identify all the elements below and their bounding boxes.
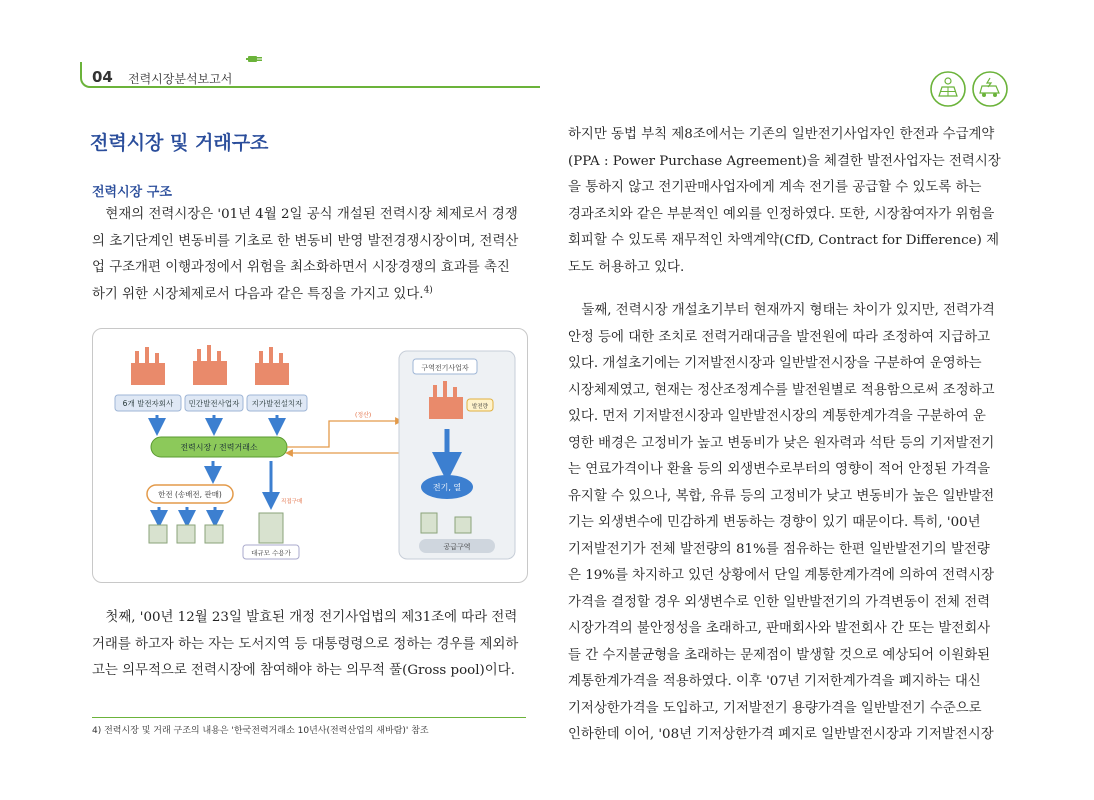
gen-label-1: 6개 발전자회사 — [122, 399, 174, 408]
gen-label-3: 지가발전설치자 — [251, 399, 303, 408]
market-structure-diagram — [93, 329, 529, 584]
building-icon — [177, 525, 195, 543]
settlement-label: (정산) — [355, 412, 372, 419]
text-line: 현재의 전력시장은 '01년 4월 2일 공식 개설된 전력시장 체제로서 경쟁 — [92, 207, 518, 222]
solar-panel-icon — [931, 72, 965, 106]
plug-icon — [246, 52, 266, 66]
report-title: 전력시장분석보고서 — [128, 72, 233, 86]
text-line: 계통한계가격을 적용하였다. 이후 '07년 기저한계가격을 폐지하는 대신 — [568, 674, 981, 689]
building-icon — [259, 513, 283, 543]
text-line: 기저상한가격을 도입하고, 기저발전기 용량가격을 일반발전기 수준으로 — [568, 700, 982, 716]
text-line: 시장가격의 불안정성을 초래하고, 판매회사와 발전회사 간 또는 발전회사 — [568, 621, 991, 636]
supply-area-label: 공급구역 — [443, 543, 471, 551]
power-plant-icon — [131, 347, 165, 385]
text-line-content: 하기 위한 시장체제로서 다음과 같은 특징을 가지고 있다. — [92, 286, 424, 302]
text-line: 하지만 동법 부칙 제8조에서는 기존의 일반전기사업자인 한전과 수급계약 — [568, 127, 995, 142]
section-title: 전력시장 및 거래구조 — [90, 132, 269, 154]
left-paragraph-1 — [92, 202, 528, 308]
right-paragraph-1 — [568, 122, 1004, 281]
text-line: 첫째, '00년 12월 23일 발효된 개정 전기사업법의 제31조에 따라 전력 — [92, 610, 518, 625]
text-line: 인하한데 이어, '08년 기저상한가격 폐지로 일반발전시장과 기저발전시장 — [568, 727, 994, 742]
area-gen-label: 구역전기사업자 — [421, 364, 469, 372]
header-icons — [930, 69, 1010, 109]
building-icon — [455, 517, 471, 533]
power-plant-icon — [255, 347, 289, 385]
text-line: 을 통하지 않고 전기판매사업자에게 계속 전기를 공급할 수 있도록 하는 — [568, 180, 982, 195]
right-paragraph-2 — [568, 298, 1004, 749]
gen-label-2: 민간발전사업자 — [188, 399, 240, 408]
page-number: 04 — [92, 68, 113, 86]
text-line: 있다. 개설초기에는 기저발전시장과 일반발전시장을 구분하여 운영하는 — [568, 356, 982, 371]
building-icon — [205, 525, 223, 543]
text-line — [92, 282, 528, 309]
settlement-line — [287, 421, 399, 447]
text-line: 거래를 하고자 하는 자는 도서지역 등 대통령령으로 정하는 경우를 제외하 — [92, 636, 519, 652]
market-structure-figure — [92, 328, 528, 583]
text-line: 는 연료가격이나 환율 등의 외생변수로부터의 영향이 적어 안정된 가격을 — [568, 462, 991, 477]
footnote-rule — [92, 717, 526, 718]
output-label: 발전량 — [472, 404, 488, 410]
customers-label: 대규모 수용가 — [251, 549, 291, 557]
left-paragraph-2 — [92, 605, 528, 685]
text-line: 경과조치와 같은 부분적인 예외를 인정하였다. 또한, 시장참여자가 위험을 — [568, 206, 995, 222]
footnote: 4) 전력시장 및 거래 구조의 내용은 '한국전력거래소 10년사(전력산업의 새바람)' 참조 — [92, 726, 429, 736]
text-line: 은 19%를 차지하고 있던 상황에서 단일 계통한계가격에 의하여 전력시장 — [568, 568, 995, 583]
direct-purchase-label: 직접구매 — [281, 499, 303, 505]
kepco-label: 한전 (송배전, 판매) — [158, 490, 222, 499]
electric-car-icon — [973, 72, 1007, 106]
text-line: 고는 의무적으로 전력시장에 참여해야 하는 의무적 풀(Gross pool)이다. — [92, 663, 515, 678]
text-line: 도도 허용하고 있다. — [568, 259, 685, 275]
building-icon — [421, 513, 437, 533]
text-line: (PPA : Power Purchase Agreement)을 체결한 발전사업자는 전력시장 — [568, 153, 1001, 169]
text-line: 의 초기단계인 변동비를 기초로 한 변동비 반영 발전경쟁시장이며, 전력산 — [92, 233, 519, 249]
market-label: 전력시장 / 전력거래소 — [180, 443, 258, 452]
text-line: 둘째, 전력시장 개설초기부터 현재까지 형태는 차이가 있지만, 전력가격 — [568, 303, 995, 318]
text-line: 영한 배경은 고정비가 높고 변동비가 낮은 원자력과 석탄 등의 기저발전기 — [568, 435, 995, 451]
text-line: 기저발전기가 전체 발전량의 81%를 점유하는 한편 일반발전기의 발전량 — [568, 541, 990, 557]
text-line: 가격을 결정할 경우 외생변수로 인한 일반발전기의 가격변동이 전체 전력 — [568, 594, 991, 610]
text-line: 들 간 수지불균형을 초래하는 문제점이 발생할 것으로 예상되어 이원화된 — [568, 647, 991, 663]
power-plant-icon — [193, 345, 227, 385]
building-icon — [149, 525, 167, 543]
electricity-heat-label: 전기, 열 — [432, 483, 462, 492]
text-line: 시장체제였고, 현재는 정산조정계수를 발전원별로 적용함으로써 조정하고 — [568, 382, 995, 398]
subsection-title: 전력시장 구조 — [92, 185, 172, 200]
text-line: 기는 외생변수에 민감하게 변동하는 경향이 있기 때문이다. 특히, '00년 — [568, 515, 981, 530]
footnote-ref[interactable]: 4) — [423, 285, 433, 296]
text-line: 회피할 수 있도록 재무적인 차액계약(CfD, Contract for Difference) 제 — [568, 233, 1000, 248]
text-line: 있다. 먼저 기저발전시장과 일반발전시장의 계통한계가격을 구분하여 운 — [568, 409, 986, 424]
text-line: 업 구조개편 이행과정에서 위험을 최소화하면서 시장경쟁의 효과를 촉진 — [92, 260, 510, 275]
text-line: 유지할 수 있으나, 복합, 유류 등의 고정비가 낮고 변동비가 높은 일반발전 — [568, 488, 995, 504]
text-line: 안정 등에 대한 조치로 전력거래대금을 발전원에 따라 조정하여 지급하고 — [568, 329, 991, 345]
